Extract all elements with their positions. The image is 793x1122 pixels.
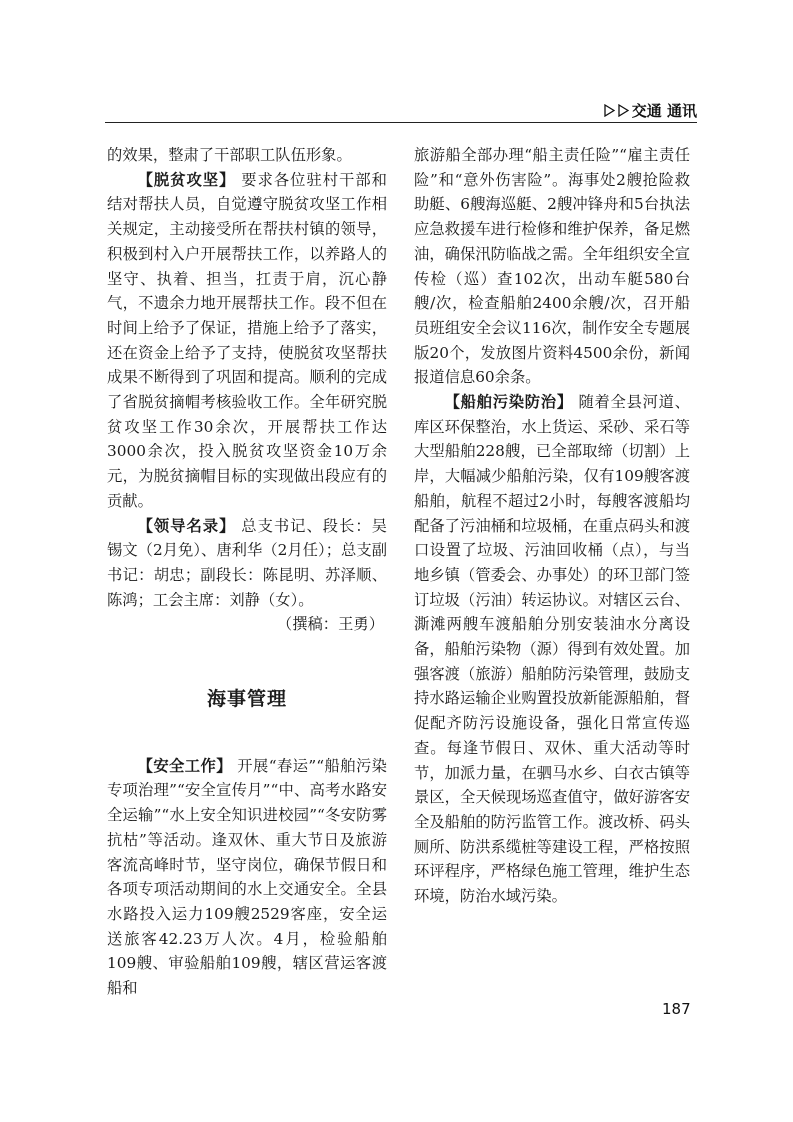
paragraph-tag: 【安全工作】 xyxy=(137,756,232,775)
paragraph-continuation: 的效果，整肃了干部职工队伍形象。 xyxy=(107,146,352,164)
paragraph-safety-work xyxy=(107,754,387,1001)
header-section-text: 交通 通讯 xyxy=(631,102,697,120)
paragraph-tag: 【脱贫攻坚】 xyxy=(137,170,236,189)
paragraph-tag: 【船舶污染防治】 xyxy=(444,393,573,412)
section-header-label xyxy=(604,100,697,121)
page-number: 187 xyxy=(662,1000,691,1018)
paragraph-leadership xyxy=(107,514,387,613)
paragraph-body: 开展“春运”“船舶污染专项治理”“安全宣传月”“中、高考水路安全运输”“水上安全知识进校园”“冬安防雾抗枯”等活动。逢双休、重大节日及旅游客流高峰时节，坚守岗位，确保节假日和各项专项活动期间的水上交通安全。全县水路投入运力109艘2529客座，安全运送旅客42.23万人次。4月，检验船舶109艘、审验船舶109艘，辖区营运客渡船和 xyxy=(107,756,387,998)
author-byline: （撰稿：王勇） xyxy=(276,615,384,634)
paragraph-body: 总支书记、段长：吴锡文（2月免）、唐利华（2月任）；总支副书记：胡忠；副段长：陈昆明、苏泽顺、陈鸿；工会主席：刘静（女）。 xyxy=(107,516,387,609)
right-column xyxy=(414,143,690,909)
paragraph-poverty-alleviation xyxy=(107,168,387,514)
paragraph-tag: 【领导名录】 xyxy=(137,516,236,535)
section-title: 海事管理 xyxy=(206,688,287,711)
paragraph-body: 要求各位驻村干部和结对帮扶人员，自觉遵守脱贫攻坚工作相关规定，主动接受所在帮扶村镇的领导，积极到村入户开展帮扶工作，以养路人的坚守、执着、担当，扛责于肩，沉心静气，不遗余力地开展帮扶工作。段不但在时间上给予了保证，措施上给予了落实，还在资金上给予了支持，使脱贫攻坚帮扶成果不断得到了巩固和提高。顺利的完成了省脱贫摘帽考核验收工作。全年研究脱贫攻坚工作30余次，开展帮扶工作达3000余次，投入脱贫攻坚资金10万余元，为脱贫摘帽目标的实现做出段应有的贡献。 xyxy=(107,170,387,510)
paragraph-body: 随着全县河道、库区环保整治，水上货运、采砂、采石等大型船舶228艘，已全部取缔（切割）上岸，大幅减少船舶污染，仅有109艘客渡船舶，航程不超过2小时，每艘客渡船均配备了污油桶和垃圾桶，在重点码头和渡口设置了垃圾、污油回收桶（点），与当地乡镇（管委会、办事处）的环卫部门签订垃圾（污油）转运协议。对辖区云台、澌滩两艘车渡船舶分别安装油水分离设备，船舶污染物（源）得到有效处置。加强客渡（旅游）船舶防污染管理，鼓励支持水路运输企业购置投放新能源船舶，督促配齐防污设施设备，强化日常宣传巡查。每逢节假日、双休、重大活动等时节，加派力量，在驷马水乡、白衣古镇等景区，全天候现场巡查值守，做好游客安全及船舶的防污监管工作。渡改桥、码头厕所、防洪系缆桩等建设工程，严格按照环评程序，严格绿色施工管理，维护生态环境，防治水域污染。 xyxy=(414,393,690,906)
left-column xyxy=(107,143,387,1001)
paragraph-ship-pollution xyxy=(414,390,690,909)
triangle-marker-icon xyxy=(604,104,615,117)
running-header xyxy=(0,100,793,124)
header-divider xyxy=(105,122,697,123)
triangle-marker-icon xyxy=(618,104,629,117)
paragraph-continuation: 旅游船全部办理“船主责任险”“雇主责任险”和“意外伤害险”。海事处2艘抢险救助艇、6艘海巡艇、2艘冲锋舟和5台执法应急救援车进行检修和维护保养，备足燃油，确保汛防临战之需。全年组织安全宣传检（巡）查102次，出动车艇580台艘/次，检查船舶2400余艘/次，召开船员班组安全会议116次，制作安全专题展版20个，发放图片资料4500余份，新闻报道信息60余条。 xyxy=(414,146,690,387)
